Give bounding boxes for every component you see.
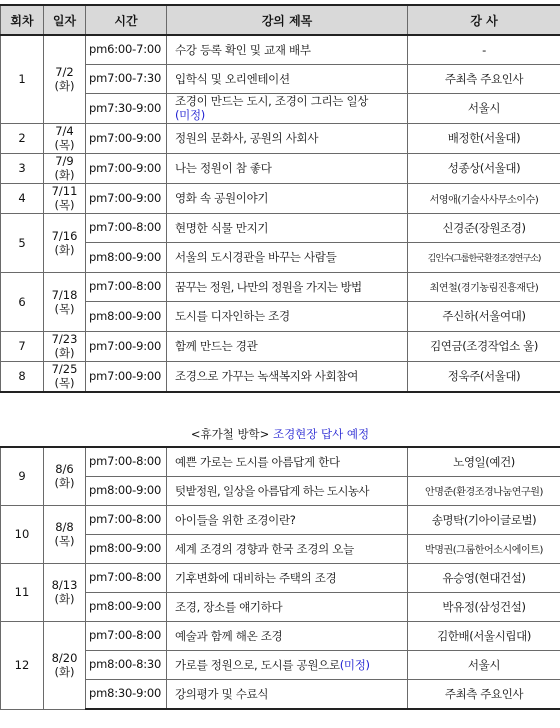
lecture-title-text: 가로를 정원으로, 도시를 공원으로 <box>175 657 340 672</box>
session-number: 9 <box>1 447 44 505</box>
table-row <box>1 213 560 242</box>
session-number: 2 <box>1 123 44 153</box>
table-row <box>1 621 560 650</box>
day-text: (화) <box>54 242 75 257</box>
table-row <box>1 563 560 592</box>
lecturer: 김연금(조경작업소 울) <box>408 331 560 361</box>
session-number: 8 <box>1 361 44 392</box>
undecided-note: (미정) <box>339 657 370 672</box>
recess-notice <box>0 422 560 446</box>
lecturer: 신경준(장원조경) <box>408 213 560 242</box>
recess-note: 조경현장 답사 예정 <box>272 427 370 441</box>
date-text: 7/25 <box>51 362 78 377</box>
time-cell: pm7:00-8:00 <box>86 621 167 650</box>
time-cell: pm7:00-8:00 <box>86 272 167 301</box>
time-cell: pm7:00-8:00 <box>86 563 167 592</box>
table-row <box>1 123 560 153</box>
lecture-title: 꿈꾸는 정원, 나만의 정원을 가지는 방법 <box>167 272 408 301</box>
table-row <box>1 447 560 476</box>
time-cell: pm8:00-9:00 <box>86 242 167 272</box>
session-number: 10 <box>1 505 44 563</box>
lecture-title: 조경으로 가꾸는 녹색복지와 사회참여 <box>167 361 408 392</box>
time-cell: pm7:00-9:00 <box>86 153 167 183</box>
lecturer: 서영애(기술사사무소이수) <box>408 183 560 213</box>
session-date <box>44 447 86 505</box>
schedule-table-bottom <box>0 446 560 710</box>
lecturer: 김인수(그룹한국환경조경연구소) <box>408 242 560 272</box>
lecture-title <box>167 650 408 679</box>
day-text: (화) <box>54 346 75 360</box>
date-text: 7/11 <box>51 184 78 198</box>
table-row <box>1 35 560 64</box>
lecture-title: 강의평가 및 수료식 <box>167 679 408 709</box>
time-cell: pm7:00-9:00 <box>86 123 167 153</box>
lecture-title: 기후변화에 대비하는 주택의 조경 <box>167 563 408 592</box>
lecturer: 박유정(삼성건설) <box>408 592 560 621</box>
time-cell: pm8:00-9:00 <box>86 301 167 331</box>
table-row <box>1 183 560 213</box>
table-row <box>1 361 560 392</box>
session-date <box>44 505 86 563</box>
day-text: (화) <box>54 665 75 679</box>
lecturer: 안명준(환경조경나눔연구원) <box>408 476 560 505</box>
date-text: 8/8 <box>55 520 74 534</box>
date-text: 7/4 <box>55 124 74 138</box>
day-text: (화) <box>54 168 75 182</box>
table-row <box>1 331 560 361</box>
lecturer: 유승영(현대건설) <box>408 563 560 592</box>
session-date <box>44 183 86 213</box>
time-cell: pm7:00-8:00 <box>86 213 167 242</box>
session-date <box>44 331 86 361</box>
day-text: (목) <box>54 301 75 316</box>
session-date <box>44 123 86 153</box>
time-cell: pm8:00-9:00 <box>86 476 167 505</box>
lecturer: 박명권(그룹한어소시에이트) <box>408 534 560 563</box>
day-text: (화) <box>54 79 75 94</box>
time-cell: pm8:30-9:00 <box>86 679 167 709</box>
day-text: (목) <box>54 138 75 152</box>
date-text: 8/20 <box>51 651 78 665</box>
lecturer: 배정한(서울대) <box>408 123 560 153</box>
lecturer: 송명탁(기아이글로벌) <box>408 505 560 534</box>
lecture-title: 예쁜 가로는 도시를 아름답게 한다 <box>167 447 408 476</box>
header-time: 시간 <box>86 5 167 35</box>
lecture-title: 영화 속 공원이야기 <box>167 183 408 213</box>
lecturer: - <box>408 35 560 64</box>
undecided-note: (미정) <box>175 108 205 122</box>
lecturer: 정욱주(서울대) <box>408 361 560 392</box>
date-text: 7/18 <box>51 287 78 302</box>
session-number: 4 <box>1 183 44 213</box>
session-number: 5 <box>1 213 44 272</box>
date-text: 7/23 <box>51 332 78 346</box>
lecturer: 주최측 주요인사 <box>408 64 560 93</box>
lecturer: 노영일(예건) <box>408 447 560 476</box>
time-cell: pm8:00-9:00 <box>86 534 167 563</box>
lecture-title: 예술과 함께 해온 조경 <box>167 621 408 650</box>
time-cell: pm6:00-7:00 <box>86 35 167 64</box>
header-lecturer: 강 사 <box>408 5 560 35</box>
lecture-title: 서울의 도시경관을 바꾸는 사람들 <box>167 242 408 272</box>
lecture-title: 입학식 및 오리엔테이션 <box>167 64 408 93</box>
lecture-title: 조경, 장소를 얘기하다 <box>167 592 408 621</box>
table-row <box>1 505 560 534</box>
session-number: 3 <box>1 153 44 183</box>
session-number: 12 <box>1 621 44 709</box>
day-text: (목) <box>54 534 75 548</box>
lecturer: 서울시 <box>408 650 560 679</box>
date-text: 8/6 <box>55 462 74 477</box>
lecture-title: 도시를 디자인하는 조경 <box>167 301 408 331</box>
session-date <box>44 563 86 621</box>
date-text: 8/13 <box>51 578 78 592</box>
session-date <box>44 621 86 709</box>
lecture-title: 나는 정원이 참 좋다 <box>167 153 408 183</box>
session-number: 11 <box>1 563 44 621</box>
lecturer: 서울시 <box>408 93 560 123</box>
date-text: 7/16 <box>51 228 78 243</box>
table-row <box>1 272 560 301</box>
date-text: 7/2 <box>55 65 74 80</box>
lecturer: 김한배(서울시립대) <box>408 621 560 650</box>
day-text: (화) <box>54 476 75 491</box>
session-number: 7 <box>1 331 44 361</box>
day-text: (화) <box>54 592 75 606</box>
time-cell: pm7:30-9:00 <box>86 93 167 123</box>
session-date <box>44 153 86 183</box>
session-date <box>44 272 86 331</box>
lecturer: 성종상(서울대) <box>408 153 560 183</box>
lecture-title <box>167 93 408 123</box>
session-number: 1 <box>1 35 44 123</box>
time-cell: pm8:00-8:30 <box>86 650 167 679</box>
recess-label: <휴가철 방학> <box>190 427 270 441</box>
lecturer: 주최측 주요인사 <box>408 679 560 709</box>
time-cell: pm7:00-9:00 <box>86 331 167 361</box>
session-number: 6 <box>1 272 44 331</box>
lecture-title-text: 조경이 만드는 도시, 조경이 그리는 일상 <box>175 94 369 108</box>
header-date: 일자 <box>44 5 86 35</box>
session-date <box>44 361 86 392</box>
session-date <box>44 35 86 123</box>
lecturer: 최연철(경기농림진흥재단) <box>408 272 560 301</box>
header-title: 강의 제목 <box>167 5 408 35</box>
lecture-title: 정원의 문화사, 공원의 사회사 <box>167 123 408 153</box>
lecture-title: 현명한 식물 만지기 <box>167 213 408 242</box>
session-date <box>44 213 86 272</box>
date-text: 7/9 <box>55 154 74 168</box>
lecture-title: 수강 등록 확인 및 교재 배부 <box>167 35 408 64</box>
time-cell: pm7:00-8:00 <box>86 447 167 476</box>
lecture-title: 텃밭정원, 일상을 아름답게 하는 도시농사 <box>167 476 408 505</box>
day-text: (목) <box>54 376 75 391</box>
time-cell: pm7:00-7:30 <box>86 64 167 93</box>
schedule-table-top <box>0 4 560 393</box>
header-session: 회차 <box>1 5 44 35</box>
lecture-title: 함께 만드는 경관 <box>167 331 408 361</box>
table-row <box>1 153 560 183</box>
time-cell: pm7:00-9:00 <box>86 361 167 392</box>
lecture-title: 세계 조경의 경향과 한국 조경의 오늘 <box>167 534 408 563</box>
day-text: (목) <box>54 198 75 212</box>
time-cell: pm8:00-9:00 <box>86 592 167 621</box>
time-cell: pm7:00-9:00 <box>86 183 167 213</box>
lecturer: 주신하(서울여대) <box>408 301 560 331</box>
time-cell: pm7:00-8:00 <box>86 505 167 534</box>
lecture-title: 아이들을 위한 조경이란? <box>167 505 408 534</box>
